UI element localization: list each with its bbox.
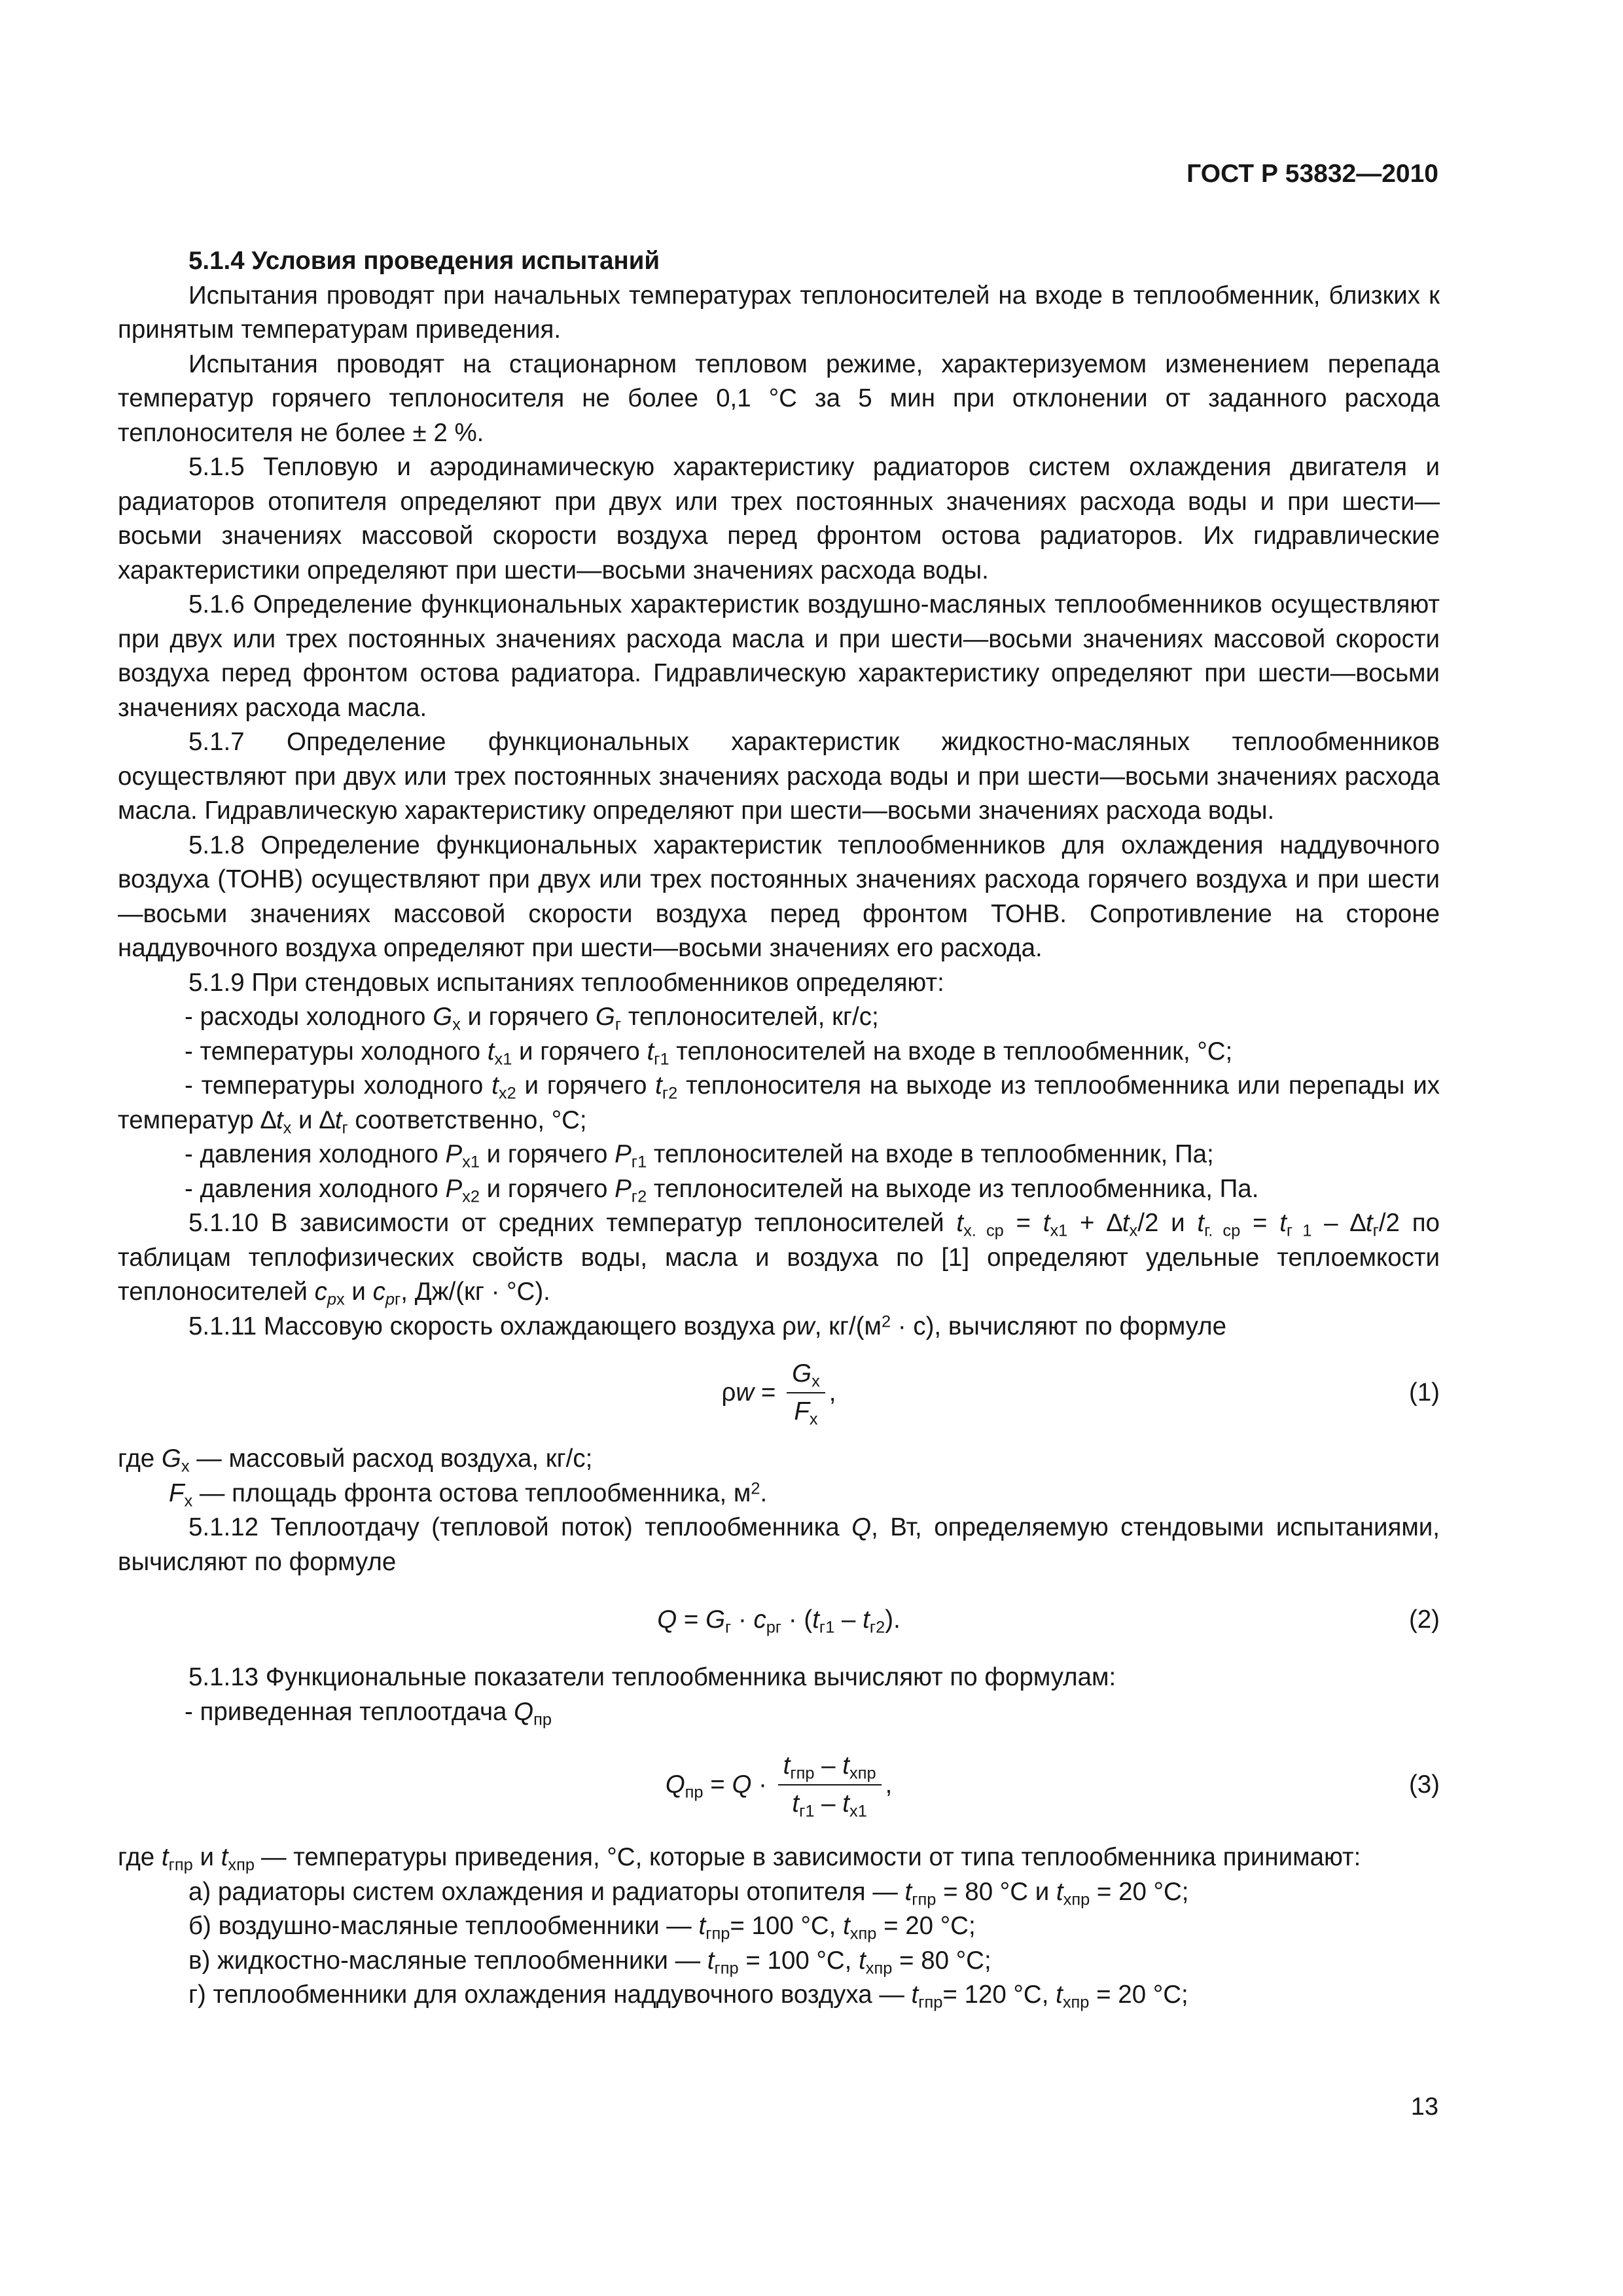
formula-number: (2) <box>1408 1605 1440 1634</box>
where-clause: $F_х$ — площадь фронта остова теплообменника, $м^2$. <box>169 1479 768 1511</box>
paragraph-517: 5.1.7 Определение функциональных характеристик жидкостно-масляных теплообменников осуществляют при двух или трех постоянных значениях расхода воды и при шести—восьми значениях расхода масла. Гидравлическую характеристику определяют при шести—восьми значениях расхода воды. <box>118 728 1440 825</box>
paragraph-515: 5.1.5 Тепловую и аэродинамическую характеристику радиаторов систем охлаждения двигателя и радиаторов отопителя определяют при двух или трех постоянных значениях расхода воды и при шести—восьми значениях массовой скорости воздуха перед фронтом остова радиаторов. Их гидравлические характеристики определяют при шести—восьми значениях расхода воды. <box>118 453 1440 584</box>
document-body <box>118 244 1440 2013</box>
list-item: - расходы холодного $G_х$ и горячего $G_г$ теплоносителей, кг/с; <box>185 1003 879 1034</box>
list-item: - температуры холодного $t_{х2}$ и горячего $t_{г2}$ теплоносителя на выходе из теплообменника или перепады их температур $\Delta t_х$ и $\Delta t_г$ соответственно, °С; <box>118 1071 1440 1138</box>
paragraph-5110: 5.1.10 В зависимости от средних температур теплоносителей $t_{х. ср} = t_{х1} + \Delta t_х/2$ и $t_{г. ср} = t_{г 1} - \Delta t_г/2$ по таблицам теплофизических свойств воды, масла и воздуха по [1] определяют удельные теплоемкости теплоносителей $c_{pх}$ и $c_{pг}$, Дж/(кг · °С). <box>118 1209 1440 1309</box>
formula-1 <box>118 1344 1440 1442</box>
where-clause: где $t_{гпр}$ и $t_{хпр}$ — температуры приведения, °С, которые в зависимости от типа теплообменника принимают: <box>118 1843 1361 1874</box>
list-item: а) радиаторы систем охлаждения и радиаторы отопителя — $t_{гпр} = 80$ °С и $t_{хпр} = 20$ °С; <box>188 1877 1189 1909</box>
paragraph-519: 5.1.9 При стендовых испытаниях теплообменников определяют: <box>188 968 944 997</box>
list-item: б) воздушно-масляные теплообменники — $t_{гпр}= 100$ °С, $t_{хпр} = 20$ °С; <box>188 1912 976 1943</box>
list-item: - давления холодного $P_{х2}$ и горячего $P_{г2}$ теплоносителей на выходе из теплообменника, Па. <box>185 1174 1259 1206</box>
paragraph-516: 5.1.6 Определение функциональных характеристик воздушно-масляных теплообменников осуществляют при двух или трех постоянных значениях расхода масла и при шести—восьми значениях массовой скорости воздуха перед фронтом остова радиатора. Гидравлическую характеристику определяют при шести—восьми значениях расхода масла. <box>118 590 1440 722</box>
paragraph: Испытания проводят на стационарном тепловом режиме, характеризуемом изменением перепада температур горячего теплоносителя не более 0,1 °С за 5 мин при отклонении от заданного расхода теплоносителя не более ± 2 %. <box>118 350 1440 447</box>
formula-3-expression: $Q_{пр} = Q$ · $\frac{t_{гпр} - t_{хпр}}{t_{г1} - t_{х1}}$ , <box>665 1751 893 1821</box>
formula-number: (3) <box>1408 1770 1440 1799</box>
paragraph-5112: 5.1.12 Теплоотдачу (тепловой поток) теплообменника Q, Вт, определяемую стендовыми испытаниями, вычисляют по формуле <box>118 1513 1440 1576</box>
list-item: - приведенная теплоотдача $Q_{пр}$ <box>185 1697 552 1729</box>
formula-1-expression: ρw = $\frac{G_х}{F_х}$ , <box>721 1359 836 1429</box>
section-title: 5.1.4 Условия проведения испытаний <box>188 247 660 275</box>
formula-3 <box>118 1729 1440 1840</box>
list-item: в) жидкостно-масляные теплообменники — $t_{гпр} = 100$ °С, $t_{хпр} = 80$ °С; <box>188 1946 991 1978</box>
list-item: г) теплообменники для охлаждения наддувочного воздуха — $t_{гпр}= 120$ °С, $t_{хпр} = 20$ °С; <box>188 1981 1188 2012</box>
where-clause: где $G_х$ — массовый расход воздуха, кг/с; <box>118 1444 593 1476</box>
formula-2-expression: $Q = G_г \cdot c_{рг} \cdot (t_{г1} - t_{г2})$. <box>657 1605 901 1637</box>
formula-2 <box>118 1579 1440 1660</box>
paragraph-518: 5.1.8 Определение функциональных характеристик теплообменников для охлаждения наддувочного воздуха (ТОНВ) осуществляют при двух или трех постоянных значениях расхода горячего воздуха и при шести—восьми значениях массовой скорости воздуха перед фронтом ТОНВ. Сопротивление на стороне наддувочного воздуха определяют при шести—восьми значениях его расхода. <box>118 831 1440 962</box>
document-id: ГОСТ Р 53832—2010 <box>1186 160 1438 188</box>
list-item: - температуры холодного $t_{х1}$ и горячего $t_{г1}$ теплоносителей на входе в теплообменник, °С; <box>185 1037 1233 1069</box>
formula-number: (1) <box>1408 1378 1440 1407</box>
paragraph-5113: 5.1.13 Функциональные показатели теплообменника вычисляют по формулам: <box>188 1663 1116 1691</box>
page-number: 13 <box>1410 2093 1438 2121</box>
paragraph: Испытания проводят при начальных температурах теплоносителей на входе в теплообменник, близких к принятым температурам приведения. <box>118 281 1440 344</box>
paragraph-5111: 5.1.11 Массовую скорость охлаждающего воздуха ρw, $кг/(м^2 \cdot с)$, вычисляют по формуле <box>188 1312 1227 1340</box>
list-item: - давления холодного $P_{х1}$ и горячего $P_{г1}$ теплоносителей на входе в теплообменник, Па; <box>185 1140 1214 1172</box>
